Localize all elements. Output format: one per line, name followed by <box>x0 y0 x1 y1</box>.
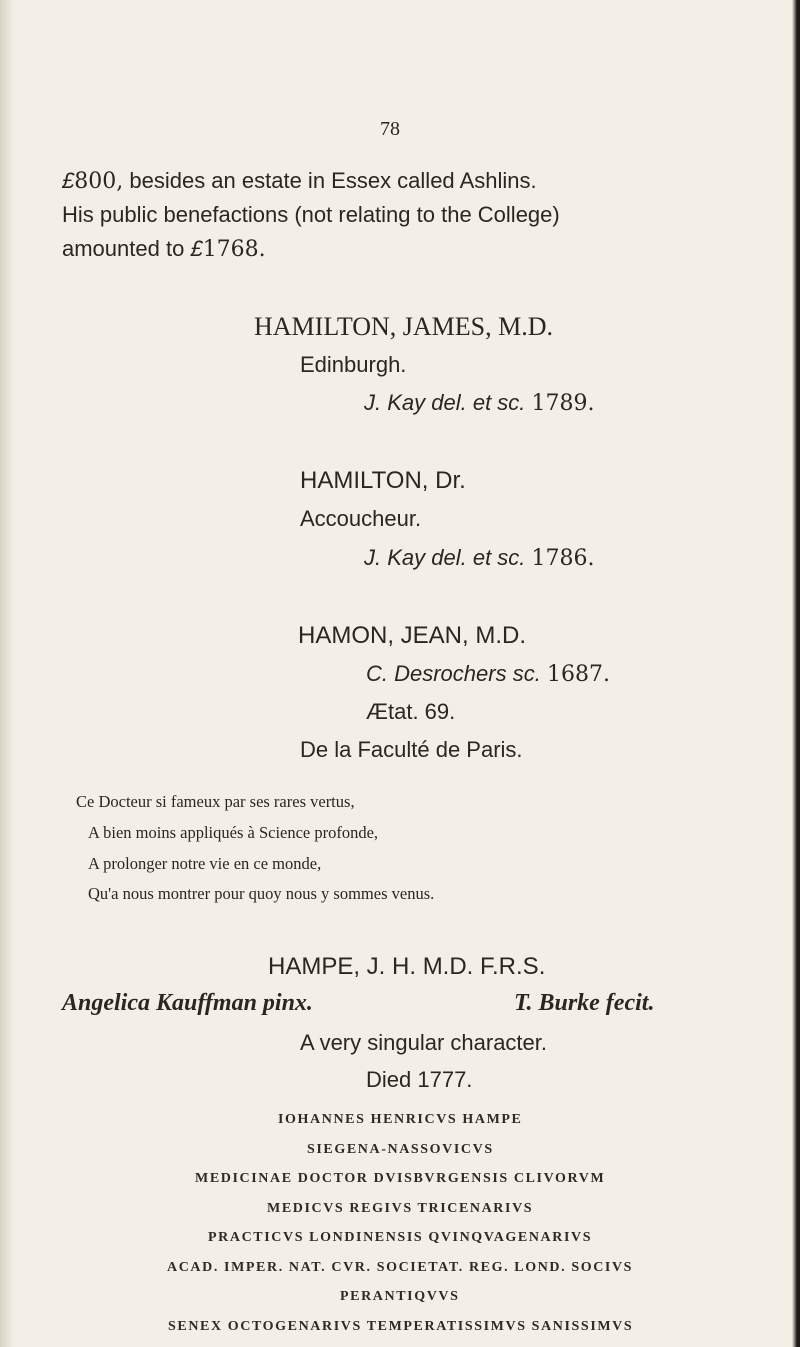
engraver-credit: J. Kay del. et sc. <box>364 545 526 570</box>
inscription-line: SIEGENA-NASSOVICVS <box>307 1141 494 1157</box>
entry-place: Accoucheur. <box>300 506 422 531</box>
credit-year: 1789. <box>531 391 595 416</box>
pound-symbol: £ <box>190 236 203 261</box>
page-right-edge <box>792 0 800 1347</box>
intro-amount-800: 800, <box>74 169 124 194</box>
entry-credit <box>364 390 595 416</box>
page-gutter-shadow <box>0 0 14 1347</box>
intro-line-2: His public benefactions (not relating to the College) <box>62 202 560 227</box>
entry-faculty: De la Faculté de Paris. <box>300 737 523 762</box>
page-number: 78 <box>380 118 400 140</box>
engraver-credit: T. Burke fecit. <box>514 990 655 1016</box>
intro-line-3-text: amounted to <box>62 236 185 261</box>
credit-year: 1786. <box>531 546 595 571</box>
entry-heading: HAMPE, J. H. M.D. F.R.S. <box>268 953 546 980</box>
intro-line-1 <box>62 168 537 194</box>
verse-line: Qu'a nous montrer pour quoy nous y sommes venus. <box>88 884 435 903</box>
entry-heading: HAMON, JEAN, M.D. <box>298 622 527 649</box>
entry-place: Edinburgh. <box>300 352 407 377</box>
entry-heading: HAMILTON, JAMES, M.D. <box>254 312 554 341</box>
inscription-line: PRACTICVS LONDINENSIS QVINQVAGENARIVS <box>208 1230 593 1245</box>
inscription-line: MEDICVS REGIVS TRICENARIVS <box>267 1200 534 1216</box>
inscription-line: SENEX OCTOGENARIVS TEMPERATISSIMVS SANISSIMVS <box>168 1318 634 1334</box>
inscription-line: PERANTIQVVS <box>340 1289 460 1304</box>
entry-died: Died 1777. <box>366 1067 473 1092</box>
intro-amount-1768: 1768. <box>202 237 266 262</box>
engraver-credit: C. Desrochers sc. <box>366 661 541 686</box>
inscription-line: IOHANNES HENRICVS HAMPE <box>278 1112 523 1127</box>
entry-credit <box>366 661 610 687</box>
intro-line-1-text: besides an estate in Essex called Ashlins. <box>129 168 537 193</box>
intro-line-3 <box>62 236 266 262</box>
inscription-line: ACAD. IMPER. NAT. CVR. SOCIETAT. REG. LOND. SOCIVS <box>167 1259 634 1275</box>
entry-age: Ætat. 69. <box>366 699 456 724</box>
verse-line: A prolonger notre vie en ce monde, <box>88 854 322 873</box>
painter-credit: Angelica Kauffman pinx. <box>62 990 313 1016</box>
verse-line: Ce Docteur si fameux par ses rares vertus, <box>76 792 355 811</box>
verse-line: A bien moins appliqués à Science profonde, <box>88 823 379 842</box>
pound-symbol: £ <box>62 168 75 193</box>
credit-year: 1687. <box>546 662 610 687</box>
entry-heading: HAMILTON, Dr. <box>300 467 466 494</box>
engraver-credit: J. Kay del. et sc. <box>364 390 526 415</box>
inscription-line: MEDICINAE DOCTOR DVISBVRGENSIS CLIVORVM <box>195 1171 606 1186</box>
entry-credit <box>364 545 595 571</box>
entry-description: A very singular character. <box>300 1030 548 1055</box>
